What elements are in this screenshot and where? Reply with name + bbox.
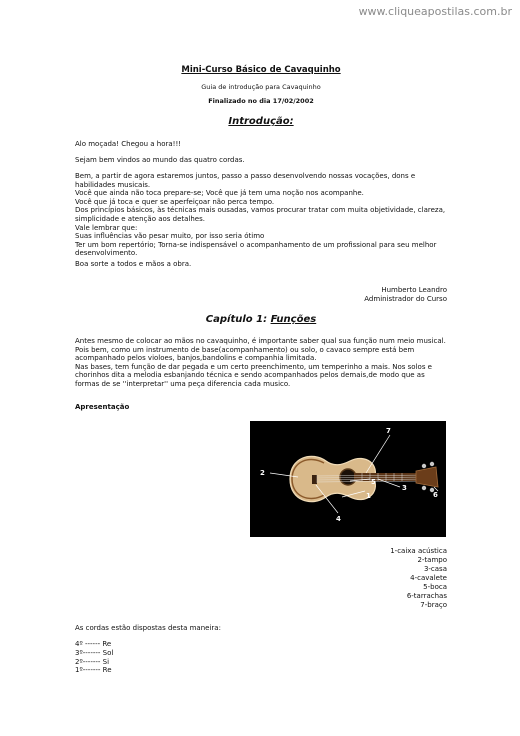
- intro-heading: Introdução:: [228, 116, 294, 127]
- site-watermark: www.cliqueapostilas.com.br: [358, 5, 512, 18]
- author-signature: Humberto Leandro Administrador do Curso: [364, 286, 447, 303]
- legend-item: 2-tampo: [417, 556, 447, 564]
- callout-2: 2: [260, 469, 265, 477]
- intro-greeting: Alo moçada! Chegou a hora!!!: [75, 140, 182, 148]
- intro-welcome: Sejam bem vindos ao mundo das quatro cordas.: [75, 156, 245, 164]
- chapter-prefix: Capítulo 1:: [205, 314, 271, 325]
- chapter-title: Funções: [270, 314, 317, 325]
- string-item: 1º------- Re: [75, 666, 112, 675]
- chapter-heading: [75, 316, 447, 325]
- strings-list: [75, 640, 113, 675]
- chapter-body: Antes mesmo de colocar ao mãos no cavaquinho, é importante saber qual sua função num meio musical. Pois bem, como um instrumento de base(acompanhamento) ou solo, o cavaco sempre está bem acompanhado pelos violoes, banjos,bandolins e companhia limitada. Nas bases, tem função de dar pegada e um certo preenchimento, um temperinho a mais. Nos solos e chorinhos dita a melodia esbanjando técnica e sendo acompanhados pelos demais,de modo que as formas de se ''interpretar'' uma peça diferencia cada musico.: [75, 337, 446, 388]
- legend-item: 6-tarrachas: [406, 592, 447, 600]
- callout-7: 7: [386, 427, 391, 435]
- document-title: Mini-Curso Básico de Cavaquinho: [181, 65, 341, 75]
- intro-body: Bem, a partir de agora estaremos juntos, passo a passo desenvolvendo nossas vocações, dons e habilidades musicais. Você que ainda não toca prepare-se; Você que já tem uma noção nos acompanhe. Você que já toca e quer se aperfeiçoar não perca tempo. Dos princípios básicos, às técnicas mais ousadas, vamos procurar tratar com muita objetividade, clareza, simplicidade e atenção aos detalhes. Vale lembrar que: Suas influências vão pesar muito, por isso seria ótimo Ter um bom repertório; Torna-se indispensável o acompanhamento de um profissional para seu melhor desenvolvimento.: [75, 172, 446, 258]
- callout-6: 6: [433, 491, 438, 499]
- string-item: 3º------- Sol: [75, 648, 114, 657]
- callout-3: 3: [402, 484, 407, 492]
- photo-callouts: [250, 421, 446, 537]
- callout-4: 4: [336, 515, 341, 523]
- string-item: 4º ------ Re: [75, 640, 112, 648]
- legend-item: 4-cavalete: [410, 574, 447, 582]
- section-apresentacao: Apresentação: [75, 403, 130, 411]
- completion-date: Finalizado no dia 17/02/2002: [208, 97, 314, 105]
- strings-intro: As cordas estão dispostas desta maneira:: [75, 624, 221, 632]
- string-item: 2º------- Si: [75, 657, 110, 666]
- document-subtitle: Guia de introdução para Cavaquinho: [201, 83, 321, 91]
- callout-1: 1: [366, 492, 371, 500]
- parts-legend: [390, 547, 447, 610]
- legend-item: 5-boca: [423, 583, 447, 591]
- legend-item: 7-braço: [420, 601, 447, 609]
- legend-item: 3-casa: [423, 565, 447, 573]
- legend-item: 1-caixa acústica: [390, 547, 447, 555]
- callout-5: 5: [371, 478, 376, 486]
- intro-closing: Boa sorte a todos e mãos a obra.: [75, 260, 192, 268]
